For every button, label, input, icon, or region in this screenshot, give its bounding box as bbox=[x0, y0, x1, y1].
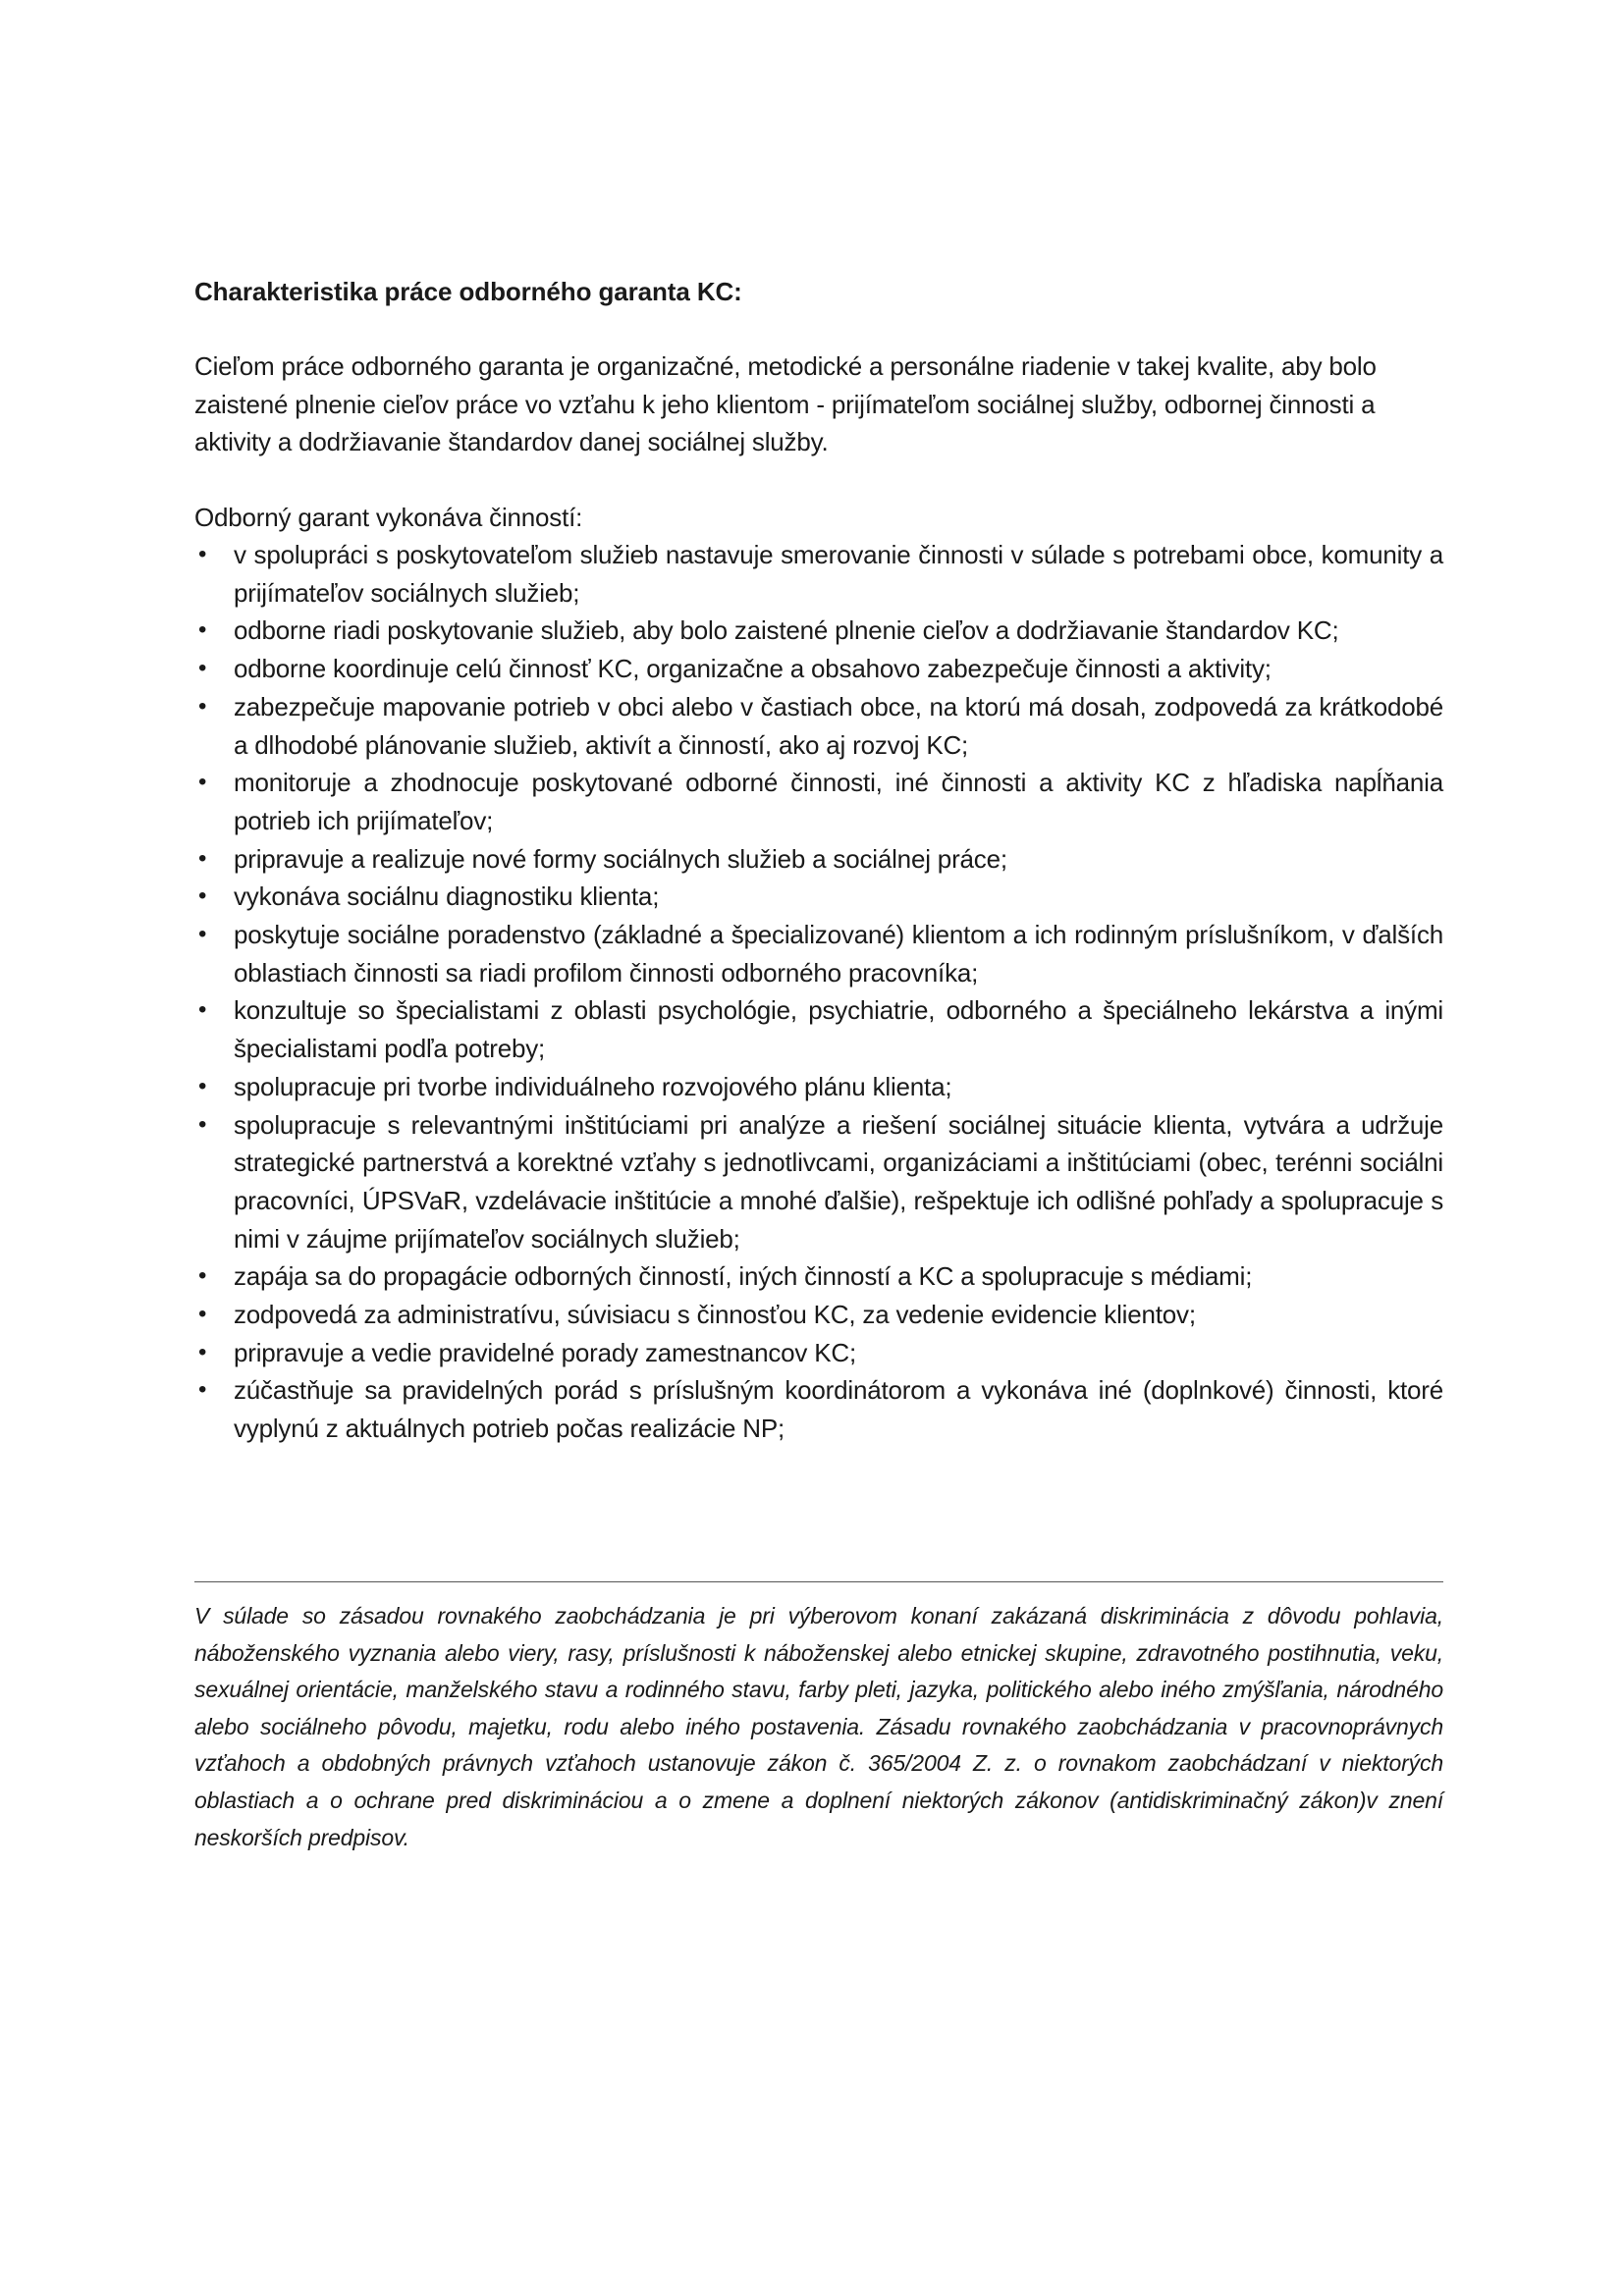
bullet-icon: • bbox=[198, 882, 207, 910]
bullet-icon: • bbox=[198, 541, 207, 567]
goal-paragraph: Cieľom práce odborného garanta je organizačné, metodické a personálne riadenie v takej kvalite, aby bolo zaistené plnenie cieľov práce vo vzťahu k jeho klientom - prijímateľom sociálnej služby, odbornej činnosti a aktivity a dodržiavanie štandardov danej sociálnej služby. bbox=[194, 351, 1377, 456]
bullet-icon: • bbox=[198, 1110, 207, 1138]
section-heading: Charakteristika práce odborného garanta KC: bbox=[194, 277, 742, 306]
document-body bbox=[194, 273, 1443, 1448]
bullet-icon: • bbox=[198, 1301, 207, 1328]
bullet-icon: • bbox=[198, 921, 207, 948]
list-item bbox=[194, 764, 1443, 839]
duty-text: poskytuje sociálne poradenstvo (základné a špecializované) klientom a ich rodinným príslušníkom, v ďalších oblastiach činnosti sa riadi profilom činnosti odborného pracovníka; bbox=[234, 920, 1443, 988]
bullet-icon: • bbox=[198, 769, 207, 796]
list-item bbox=[194, 878, 1443, 916]
bullet-icon: • bbox=[198, 996, 207, 1024]
list-item bbox=[194, 1106, 1443, 1258]
duty-text: pripravuje a vedie pravidelné porady zamestnancov KC; bbox=[234, 1337, 856, 1367]
duty-text: zodpovedá za administratívu, súvisiacu s činnosťou KC, za vedenie evidencie klientov; bbox=[234, 1300, 1196, 1330]
list-item bbox=[194, 536, 1443, 612]
bullet-icon: • bbox=[198, 692, 207, 720]
list-item bbox=[194, 1334, 1443, 1372]
duty-text: zapája sa do propagácie odborných činností, iných činností a KC a spolupracuje s médiami; bbox=[234, 1261, 1253, 1292]
duty-text: odborne riadi poskytovanie služieb, aby bolo zaistené plnenie cieľov a dodržiavanie štandardov KC; bbox=[234, 615, 1339, 646]
bullet-icon: • bbox=[198, 616, 207, 644]
bullet-icon: • bbox=[198, 1262, 207, 1290]
bullet-icon: • bbox=[198, 1376, 207, 1404]
duty-text: vykonáva sociálnu diagnostiku klienta; bbox=[234, 881, 660, 912]
list-item bbox=[194, 612, 1443, 650]
duties-intro: Odborný garant vykonáva činností: bbox=[194, 502, 583, 532]
duty-text: v spolupráci s poskytovateľom služieb nastavuje smerovanie činnosti v súlade s potrebami obce, komunity a prijímateľov sociálnych služieb; bbox=[234, 540, 1443, 608]
list-item bbox=[194, 1296, 1443, 1334]
duty-text: monitoruje a zhodnocuje poskytované odborné činnosti, iné činnosti a aktivity KC z hľadiska napĺňania potrieb ich prijímateľov; bbox=[234, 768, 1443, 835]
footnote-separator bbox=[194, 1581, 1443, 1582]
list-item bbox=[194, 840, 1443, 879]
list-item bbox=[194, 991, 1443, 1067]
bullet-icon: • bbox=[198, 655, 207, 682]
footnote-text: V súlade so zásadou rovnakého zaobchádzania je pri výberovom konaní zakázaná diskriminácia z dôvodu pohlavia, náboženského vyznania alebo viery, rasy, príslušnosti k náboženskej alebo etnickej skupine, zdravotného postihnutia, veku, sexuálnej orientácie, manželského stavu a rodinného stavu, farby pleti, jazyka, politického alebo iného zmýšľania, národného alebo sociálneho pôvodu, majetku, rodu alebo iného postavenia. Zásadu rovnakého zaobchádzania v pracovnoprávnych vzťahoch a obdobných právnych vzťahoch ustanovuje zákon č. 365/2004 Z. z. o rovnakom zaobchádzaní v niektorých oblastiach a o ochrane pred diskrimináciou a o zmene a doplnení niektorých zákonov (antidiskriminačný zákon)v znení neskorších predpisov. bbox=[194, 1603, 1443, 1850]
duties-list bbox=[194, 536, 1443, 1448]
duty-text: odborne koordinuje celú činnosť KC, organizačne a obsahovo zabezpečuje činnosti a aktivity; bbox=[234, 654, 1272, 684]
list-item bbox=[194, 1371, 1443, 1447]
bullet-icon: • bbox=[198, 1338, 207, 1365]
list-item bbox=[194, 1068, 1443, 1106]
bullet-icon: • bbox=[198, 844, 207, 872]
list-item bbox=[194, 916, 1443, 991]
bullet-icon: • bbox=[198, 1072, 207, 1099]
duty-text: zabezpečuje mapovanie potrieb v obci alebo v častiach obce, na ktorú má dosah, zodpovedá za krátkodobé a dlhodobé plánovanie služieb, aktivít a činností, ako aj rozvoj KC; bbox=[234, 691, 1443, 760]
list-item bbox=[194, 650, 1443, 688]
list-item bbox=[194, 688, 1443, 764]
duty-text: zúčastňuje sa pravidelných porád s príslušným koordinátorom a vykonáva iné (doplnkové) činnosti, ktoré vyplynú z aktuálnych potrieb počas realizácie NP; bbox=[234, 1375, 1443, 1444]
duty-text: pripravuje a realizuje nové formy sociálnych služieb a sociálnej práce; bbox=[234, 843, 1007, 874]
duty-text: spolupracuje pri tvorbe individuálneho rozvojového plánu klienta; bbox=[234, 1071, 952, 1101]
duty-text: spolupracuje s relevantnými inštitúciami pri analýze a riešení sociálnej situácie klienta, vytvára a udržuje strategické partnerstvá a korektné vzťahy s jednotlivcami, organizáciami a inštitúciami (obec, terénni sociálni pracovníci, ÚPSVaR, vzdelávacie inštitúcie a mnohé ďalšie), rešpektuje ich odlišné pohľady a spolupracuje s nimi v záujme prijímateľov sociálnych služieb; bbox=[234, 1109, 1443, 1254]
list-item bbox=[194, 1257, 1443, 1296]
duty-text: konzultuje so špecialistami z oblasti psychológie, psychiatrie, odborného a špeciálneho lekárstva a inými špecialistami podľa potreby; bbox=[234, 995, 1443, 1064]
